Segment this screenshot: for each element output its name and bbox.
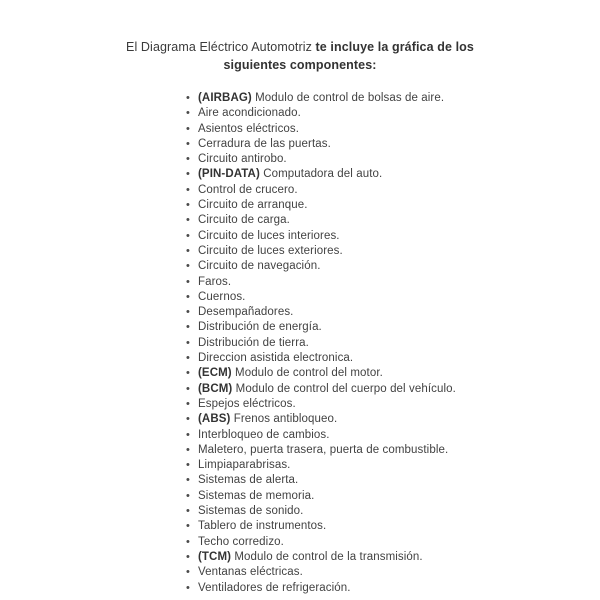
item-text: Frenos antibloqueo. (233, 413, 338, 426)
list-item (198, 428, 600, 443)
list-item (198, 504, 600, 519)
item-text: Distribución de energía. (198, 321, 322, 334)
item-code-label: (TCM) (198, 550, 232, 563)
list-item (198, 473, 600, 488)
item-text: Circuito de luces interiores. (198, 229, 340, 242)
item-text: Sistemas de memoria. (198, 489, 315, 502)
title-bold-text: te incluye la gráfica de los siguientes componentes: (223, 40, 474, 72)
list-item (198, 443, 600, 458)
list-item (198, 489, 600, 504)
item-text: Direccion asistida electronica. (198, 352, 354, 365)
item-text: Modulo de control de bolsas de aire. (255, 92, 445, 104)
list-item (198, 366, 600, 381)
item-text: Tablero de instrumentos. (198, 520, 327, 533)
list-item (198, 565, 600, 580)
item-text: Faros. (198, 275, 232, 288)
item-code-label: (ABS) (198, 413, 231, 426)
list-item (198, 290, 600, 305)
list-item (198, 382, 600, 397)
item-code-label: (BCM) (198, 382, 233, 395)
list-item (198, 244, 600, 259)
list-item (198, 351, 600, 366)
item-text: Ventanas eléctricas. (198, 566, 303, 579)
item-text: Circuito de luces exteriores. (198, 244, 343, 257)
list-item (198, 152, 600, 167)
list-item (198, 122, 600, 137)
list-item (198, 458, 600, 473)
item-text: Circuito antirobo. (198, 153, 287, 166)
list-item (198, 91, 600, 106)
list-item (198, 305, 600, 320)
page-title (100, 39, 500, 74)
item-text: Interbloqueo de cambios. (198, 428, 330, 441)
list-item (198, 581, 600, 596)
list-item (198, 229, 600, 244)
item-text: Computadora del auto. (263, 168, 383, 181)
list-item (198, 275, 600, 290)
item-text: Sistemas de alerta. (198, 474, 299, 487)
item-text: Modulo de control del cuerpo del vehículo. (235, 382, 456, 395)
item-text: Espejos eléctricos. (198, 397, 296, 410)
item-text: Circuito de carga. (198, 214, 290, 227)
item-text: Maletero, puerta trasera, puerta de combustible. (198, 443, 449, 456)
item-code-label: (ECM) (198, 367, 232, 380)
item-text: Distribución de tierra. (198, 336, 309, 349)
item-text: Circuito de arranque. (198, 199, 308, 212)
list-item (198, 167, 600, 182)
list-item (198, 259, 600, 274)
item-text: Desempañadores. (198, 306, 294, 319)
list-item (198, 320, 600, 335)
item-code-label: (PIN-DATA) (198, 168, 260, 181)
list-item (198, 183, 600, 198)
list-item (198, 412, 600, 427)
list-item (198, 198, 600, 213)
item-text: Circuito de navegación. (198, 260, 321, 273)
item-text: Techo corredizo. (198, 535, 284, 548)
list-item (198, 213, 600, 228)
list-item (198, 336, 600, 351)
item-text: Cerradura de las puertas. (198, 137, 331, 150)
list-item (198, 535, 600, 550)
item-text: Limpiaparabrisas. (198, 459, 291, 472)
item-text: Aire acondicionado. (198, 107, 301, 120)
list-item (198, 550, 600, 565)
list-item (198, 137, 600, 152)
item-code-label: (AIRBAG) (198, 92, 252, 104)
item-text: Ventiladores de refrigeración. (198, 581, 351, 594)
item-text: Cuernos. (198, 290, 246, 303)
item-text: Modulo de control de la transmisión. (234, 550, 423, 563)
components-list (198, 91, 600, 596)
list-item (198, 106, 600, 121)
item-text: Sistemas de sonido. (198, 505, 304, 518)
list-item (198, 397, 600, 412)
item-text: Asientos eléctricos. (198, 122, 300, 135)
list-item (198, 519, 600, 534)
title-normal-text: El Diagrama Eléctrico Automotriz (126, 40, 312, 54)
item-text: Control de crucero. (198, 183, 298, 196)
item-text: Modulo de control del motor. (235, 367, 383, 380)
